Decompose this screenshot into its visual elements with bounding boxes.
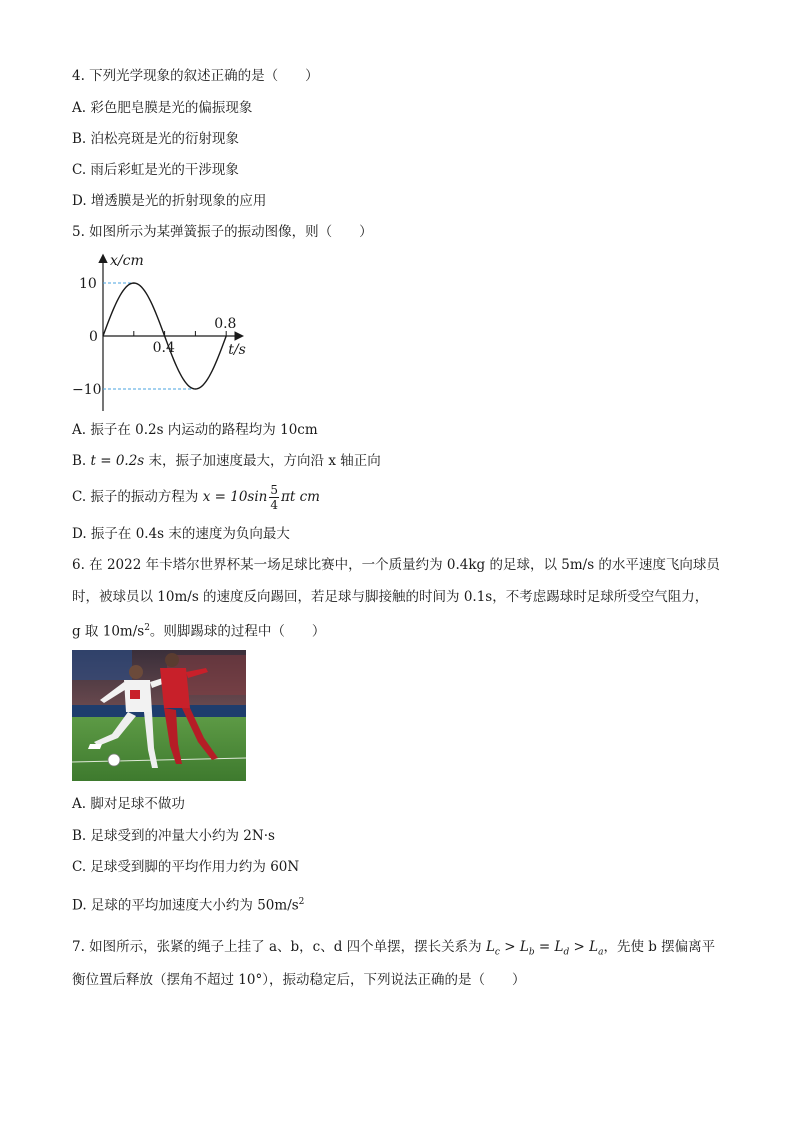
- q5-option-b-text: 末，振子加速度最大，方向沿 x 轴正向: [144, 453, 381, 469]
- q5-option-b-equation: t = 0.2s: [90, 453, 145, 469]
- y-axis-label: x/cm: [110, 253, 144, 269]
- q6-line-1: 6. 在 2022 年卡塔尔世界杯某一场足球比赛中，一个质量约为 0.4kg 的足球，以 5m/s 的水平速度飞向球员: [72, 557, 720, 573]
- q5-option-b-prefix: B.: [72, 453, 91, 469]
- x-tick-label: 0.8: [214, 316, 237, 332]
- q4-option-a: A. 彩色肥皂膜是光的偏振现象: [72, 100, 253, 116]
- q4-option-b: B. 泊松亮斑是光的衍射现象: [72, 131, 240, 147]
- q4-option-d: D. 增透膜是光的折射现象的应用: [72, 193, 267, 209]
- q5-option-c: [72, 480, 320, 514]
- fraction-numerator: 5: [270, 483, 279, 497]
- q4-stem: 4. 下列光学现象的叙述正确的是（ ）: [72, 68, 319, 84]
- q6-option-a: A. 脚对足球不做功: [72, 796, 185, 812]
- x-tick-label: 0.4: [152, 340, 175, 356]
- q7-line-1-tail: ，先使 b 摆偏离平: [603, 939, 716, 955]
- relation-sub: b: [528, 947, 535, 958]
- q6-line-3-tail: 。则脚踢球的过程中（ ）: [149, 623, 326, 640]
- q6-option-b: B. 足球受到的冲量大小约为 2N·s: [72, 828, 275, 844]
- q5-option-c-prefix: C. 振子的振动方程为: [72, 489, 203, 505]
- q5-stem: 5. 如图所示为某弹簧振子的振动图像，则（ ）: [72, 224, 373, 240]
- relation-op: > L: [569, 939, 599, 955]
- relation-op: > L: [499, 939, 529, 955]
- superscript: 2: [144, 623, 150, 633]
- q5-option-c-lhs: x = 10sin: [202, 489, 268, 505]
- fraction-denominator: 4: [270, 498, 279, 512]
- q6-option-d: [72, 893, 304, 915]
- q6-line-3-main: g 取 10m/s: [72, 623, 145, 640]
- football-photo: [72, 650, 246, 781]
- q6-line-2: 时，被球员以 10m/s 的速度反向踢回，若足球与脚接触的时间为 0.1s，不考虑踢球时足球所受空气阻力，: [72, 589, 709, 605]
- q7-line-2: 衡位置后释放（摆角不超过 10°），振动稳定后，下列说法正确的是（ ）: [72, 972, 526, 988]
- superscript: 2: [298, 897, 305, 907]
- pendulum-length-relation: [485, 939, 604, 958]
- q7-line-1-main: 7. 如图所示，张紧的绳子上挂了 a、b，c、d 四个单摆，摆长关系为: [72, 939, 486, 955]
- y-tick-label: 0: [89, 329, 98, 345]
- x-axis-label: t/s: [228, 342, 246, 358]
- relation-sub: a: [598, 947, 604, 958]
- q6-line-3: [72, 619, 325, 641]
- y-tick-label: 10: [79, 276, 97, 292]
- q6-option-c: C. 足球受到脚的平均作用力约为 60N: [72, 859, 300, 875]
- y-tick-label: −10: [72, 382, 102, 398]
- q5-option-b: [72, 452, 381, 470]
- q5-option-d: D. 振子在 0.4s 末的速度为负向最大: [72, 526, 290, 542]
- vibration-graph: [72, 246, 272, 411]
- q5-option-c-rhs: πt cm: [281, 489, 320, 505]
- relation-op: = L: [534, 939, 564, 955]
- q5-option-a: A. 振子在 0.2s 内运动的路程均为 10cm: [72, 422, 318, 438]
- q4-option-c: C. 雨后彩虹是光的干涉现象: [72, 162, 239, 178]
- q7-line-1: [72, 938, 715, 962]
- relation-symbol: L: [485, 939, 495, 955]
- relation-sub: d: [563, 947, 570, 958]
- relation-sub: c: [494, 947, 500, 958]
- q5-option-c-fraction: [269, 483, 279, 512]
- q6-option-d-main: D. 足球的平均加速度大小约为 50m/s: [72, 897, 299, 914]
